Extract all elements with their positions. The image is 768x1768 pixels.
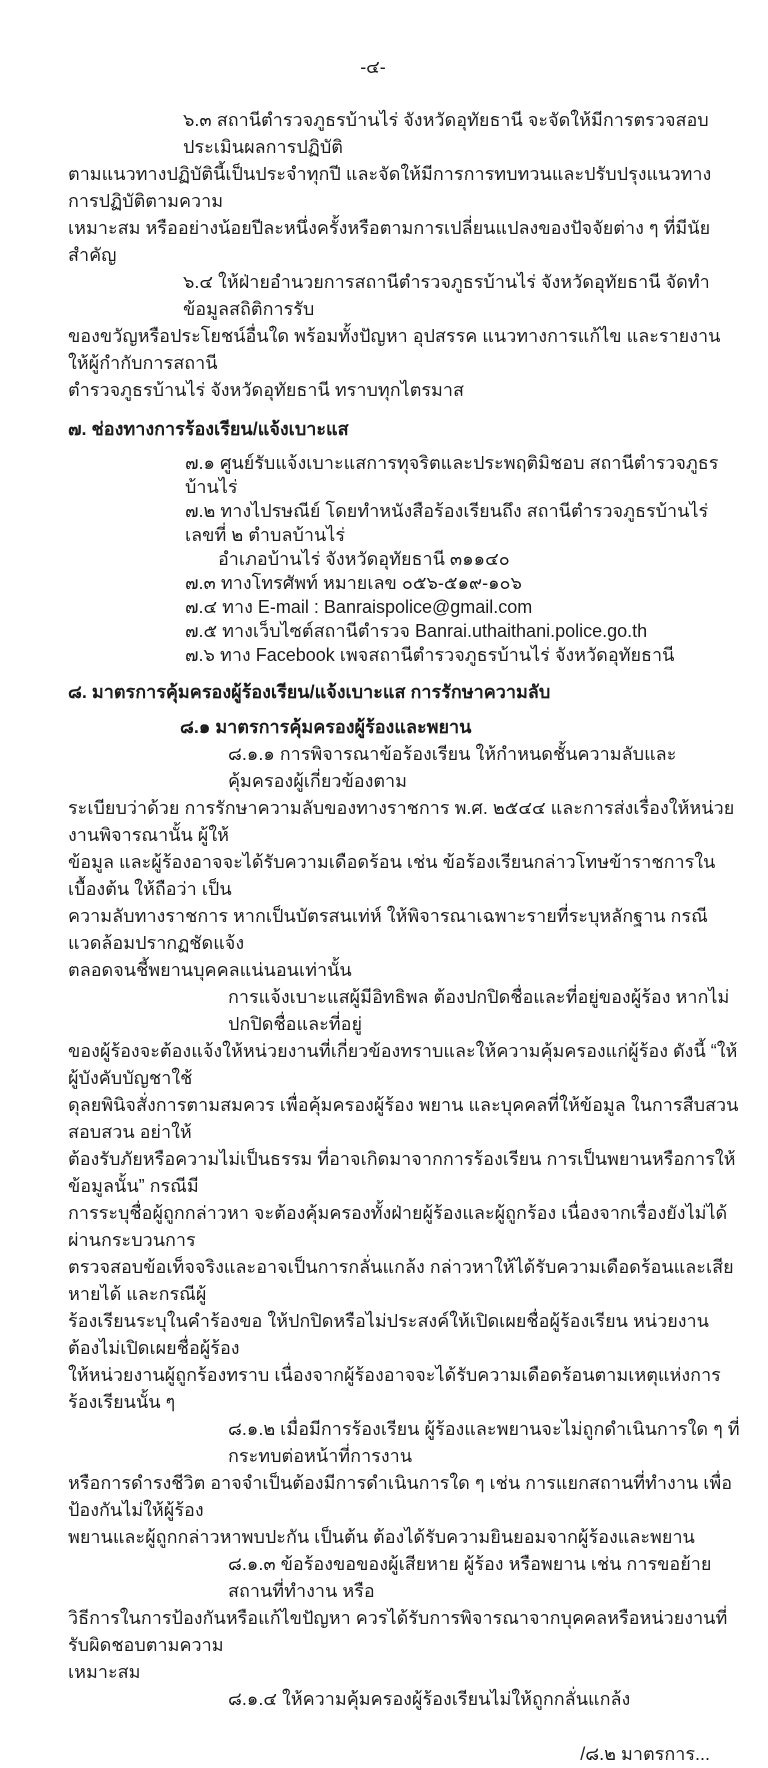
- para-influencer-line-6: ตรวจสอบข้อเท็จจริงและอาจเป็นการกลั่นแกล้ง กล่าวหาให้ได้รับความเดือดร้อนและเสียหายได้ และกรณีผู้: [68, 1257, 734, 1304]
- item-7-4-email: ๗.๔ ทาง E-mail : Banraispolice@gmail.com: [185, 597, 533, 617]
- para-6-4-line-2: ของขวัญหรือประโยชน์อื่นใด พร้อมทั้งปัญหา อุปสรรค แนวทางการแก้ไข และรายงานให้ผู้กำกับการสถานี: [68, 326, 721, 373]
- para-8-1-4-line-1: ๘.๑.๔ ให้ความคุ้มครองผู้ร้องเรียนไม่ให้ถูกกลั่นแกล้ง: [228, 1689, 631, 1709]
- para-8-1-1-line-2: ระเบียบว่าด้วย การรักษาความลับของทางราชการ พ.ศ. ๒๕๔๔ และการส่งเรื่องให้หน่วยงานพิจารณานั้น ผู้ให้: [68, 798, 735, 845]
- para-6-3-line-3: เหมาะสม หรืออย่างน้อยปีละหนึ่งครั้งหรือตามการเปลี่ยนแปลงของปัจจัยต่าง ๆ ที่มีนัยสำคัญ: [68, 218, 711, 265]
- para-8-1-3-line-1: ๘.๑.๓ ข้อร้องขอของผู้เสียหาย ผู้ร้อง หรือพยาน เช่น การขอย้ายสถานที่ทำงาน หรือ: [228, 1554, 712, 1601]
- section-7-heading: ๗. ช่องทางการร้องเรียน/แจ้งเบาะแส: [68, 419, 349, 439]
- item-7-5-website: ๗.๕ ทางเว็บไซต์สถานีตำรวจ Banrai.uthaithani.police.go.th: [185, 621, 648, 641]
- item-7-3-phone: ๗.๓ ทางโทรศัพท์ หมายเลข ๐๕๖-๕๑๙-๑๐๖: [185, 573, 522, 593]
- section-8-1-subheading: ๘.๑ มาตรการคุ้มครองผู้ร้องและพยาน: [180, 717, 472, 737]
- para-influencer-line-7: ร้องเรียนระบุในคำร้องขอ ให้ปกปิดหรือไม่ประสงค์ให้เปิดเผยชื่อผู้ร้องเรียน หน่วยงานต้องไม่เปิดเผยชื่อผู้ร้อง: [68, 1311, 709, 1358]
- section-8-heading: ๘. มาตรการคุ้มครองผู้ร้องเรียน/แจ้งเบาะแส การรักษาความลับ: [68, 682, 551, 702]
- item-7-2-postal-line-1: ๗.๒ ทางไปรษณีย์ โดยทำหนังสือร้องเรียนถึง สถานีตำรวจภูธรบ้านไร่ เลขที่ ๒ ตำบลบ้านไร่: [185, 501, 709, 545]
- para-influencer-line-8: ให้หน่วยงานผู้ถูกร้องทราบ เนื่องจากผู้ร้องอาจจะได้รับความเดือดร้อนตามเหตุแห่งการร้องเรียนนั้น ๆ: [68, 1365, 721, 1412]
- para-8-1-1-line-4: ความลับทางราชการ หากเป็นบัตรสนเท่ห์ ให้พิจารณาเฉพาะรายที่ระบุหลักฐาน กรณีแวดล้อมปรากฏชัดแจ้ง: [68, 906, 708, 953]
- para-6-4-line-1: ๖.๔ ให้ฝ่ายอำนวยการสถานีตำรวจภูธรบ้านไร่ จังหวัดอุทัยธานี จัดทำข้อมูลสถิติการรับ: [183, 272, 710, 319]
- item-7-2-postal-line-2: อำเภอบ้านไร่ จังหวัดอุทัยธานี ๓๑๑๔๐: [218, 549, 510, 569]
- para-influencer-line-2: ของผู้ร้องจะต้องแจ้งให้หน่วยงานที่เกี่ยวข้องทราบและให้ความคุ้มครองแก่ผู้ร้อง ดังนี้ “ให้ผู้บังคับบัญชาใช้: [68, 1041, 738, 1088]
- para-8-1-2-line-3: พยานและผู้ถูกกล่าวหาพบปะกัน เป็นต้น ต้องได้รับความยินยอมจากผู้ร้องและพยาน: [68, 1527, 695, 1547]
- item-7-1-complaint-center: ๗.๑ ศูนย์รับแจ้งเบาะแสการทุจริตและประพฤติมิชอบ สถานีตำรวจภูธรบ้านไร่: [185, 453, 719, 497]
- para-8-1-3-line-3: เหมาะสม: [68, 1662, 141, 1682]
- para-8-1-2-line-1: ๘.๑.๒ เมื่อมีการร้องเรียน ผู้ร้องและพยานจะไม่ถูกดำเนินการใด ๆ ที่กระทบต่อหน้าที่การงาน: [228, 1419, 740, 1466]
- page-continuation-note: /๘.๒ มาตรการ...: [580, 1744, 710, 1764]
- para-8-1-3-line-2: วิธีการในการป้องกันหรือแก้ไขปัญหา ควรได้รับการพิจารณาจากบุคคลหรือหน่วยงานที่รับผิดชอบตามความ: [68, 1608, 728, 1655]
- para-6-4-line-3: ตำรวจภูธรบ้านไร่ จังหวัดอุทัยธานี ทราบทุกไตรมาส: [68, 380, 465, 400]
- para-influencer-line-1: การแจ้งเบาะแสผู้มีอิทธิพล ต้องปกปิดชื่อและที่อยู่ของผู้ร้อง หากไม่ปกปิดชื่อและที่อยู่: [228, 987, 730, 1034]
- page-number: -๔-: [360, 57, 386, 77]
- para-influencer-line-5: การระบุชื่อผู้ถูกกล่าวหา จะต้องคุ้มครองทั้งฝ่ายผู้ร้องและผู้ถูกร้อง เนื่องจากเรื่องยังไม่ได้ผ่านกระบวนการ: [68, 1203, 728, 1250]
- para-6-3-line-2: ตามแนวทางปฏิบัตินี้เป็นประจำทุกปี และจัดให้มีการการทบทวนและปรับปรุงแนวทางการปฏิบัติตามความ: [68, 164, 712, 211]
- para-8-1-1-line-1: ๘.๑.๑ การพิจารณาข้อร้องเรียน ให้กำหนดชั้นความลับและคุ้มครองผู้เกี่ยวข้องตาม: [228, 744, 677, 791]
- para-8-1-2-line-2: หรือการดำรงชีวิต อาจจำเป็นต้องมีการดำเนินการใด ๆ เช่น การแยกสถานที่ทำงาน เพื่อป้องกันไม่ให้ผู้ร้อง: [68, 1473, 733, 1520]
- para-influencer-line-3: ดุลยพินิจสั่งการตามสมควร เพื่อคุ้มครองผู้ร้อง พยาน และบุคคลที่ให้ข้อมูล ในการสืบสวนสอบสวน อย่าให้: [68, 1095, 739, 1142]
- para-6-3-line-1: ๖.๓ สถานีตำรวจภูธรบ้านไร่ จังหวัดอุทัยธานี จะจัดให้มีการตรวจสอบ ประเมินผลการปฏิบัติ: [183, 110, 709, 157]
- document-body: [68, 107, 740, 1713]
- para-influencer-line-4: ต้องรับภัยหรือความไม่เป็นธรรม ที่อาจเกิดมาจากการร้องเรียน การเป็นพยานหรือการให้ข้อมูลนั้น” กรณีมี: [68, 1149, 736, 1196]
- para-8-1-1-line-5: ตลอดจนชี้พยานบุคคลแน่นอนเท่านั้น: [68, 960, 352, 980]
- para-8-1-1-line-3: ข้อมูล และผู้ร้องอาจจะได้รับความเดือดร้อน เช่น ข้อร้องเรียนกล่าวโทษข้าราชการในเบื้องต้น ให้ถือว่า เป็น: [68, 852, 716, 899]
- item-7-6-facebook: ๗.๖ ทาง Facebook เพจสถานีตำรวจภูธรบ้านไร่ จังหวัดอุทัยธานี: [185, 645, 675, 665]
